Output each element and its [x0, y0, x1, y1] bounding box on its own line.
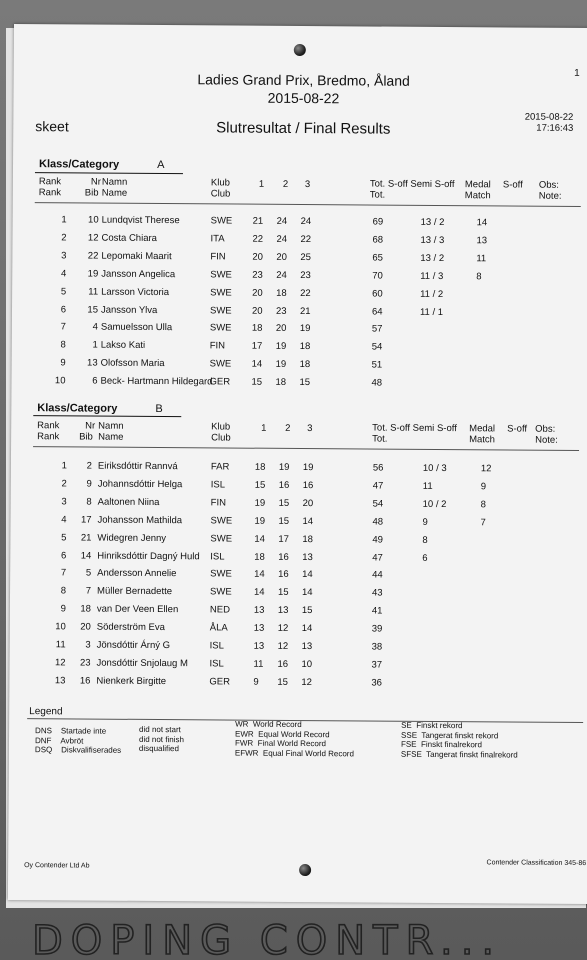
cell-semi: 10 / 3 — [422, 462, 447, 475]
cell-bib: 7 — [85, 585, 92, 597]
cell-tot: 37 — [371, 659, 383, 671]
cell-tot: 57 — [371, 323, 383, 335]
cell-rank: 4 — [61, 514, 67, 526]
cell-medal: 14 — [476, 217, 488, 229]
cell-s2: 19 — [275, 359, 287, 371]
cell-s3: 18 — [302, 533, 314, 545]
cell-s2: 19 — [278, 461, 290, 473]
cell-name: Nienkerk Birgitte — [96, 675, 167, 687]
cell-club: GER — [209, 376, 231, 388]
cell-club: SWE — [209, 304, 232, 317]
category-a-heading — [39, 158, 165, 171]
cell-tot: 48 — [372, 516, 384, 528]
table-row — [10, 532, 587, 550]
cell-medal: 8 — [476, 270, 482, 282]
cell-bib: 8 — [86, 496, 92, 508]
cell-s1: 14 — [254, 533, 266, 545]
cell-rank: 12 — [54, 657, 66, 669]
table-row — [10, 549, 587, 567]
cell-s1: 20 — [251, 305, 263, 317]
cell-s1: 18 — [254, 551, 265, 563]
cell-rank: 11 — [55, 639, 66, 651]
cell-tot: 54 — [372, 498, 384, 510]
cell-medal: 11 — [476, 253, 487, 265]
print-time: 17:16:43 — [536, 122, 574, 134]
table-row — [11, 496, 587, 514]
cell-club: SWE — [210, 286, 232, 299]
cell-s1: 20 — [252, 287, 263, 299]
cell-medal: 7 — [480, 516, 486, 528]
category-a-underline — [35, 172, 183, 174]
cell-name: Johansson Mathilda — [97, 514, 183, 526]
results-sheet — [8, 24, 587, 904]
cell-s1: 18 — [251, 323, 263, 335]
table-row — [9, 657, 587, 675]
cell-name: Beck- Hartmann Hildegard — [100, 375, 213, 388]
cell-name: Widegren Jenny — [97, 532, 167, 544]
table-row — [10, 514, 587, 532]
cell-bib: 3 — [85, 639, 91, 651]
cell-medal: 9 — [480, 481, 487, 493]
col-obs-note: Obs: Note: — [538, 179, 562, 202]
cell-club: ISL — [210, 479, 226, 491]
cell-rank: 6 — [60, 549, 67, 561]
cell-s1: 14 — [254, 569, 265, 581]
table-row — [13, 214, 587, 232]
cell-rank: 9 — [60, 603, 66, 615]
cell-bib: 12 — [87, 232, 99, 244]
event-title: Ladies Grand Prix, Bredmo, Åland — [197, 71, 410, 89]
cell-s2: 13 — [277, 605, 289, 617]
cell-club: FIN — [209, 340, 226, 352]
print-timestamp — [525, 112, 574, 134]
cell-s2: 19 — [275, 341, 287, 353]
cell-s3: 16 — [302, 479, 314, 491]
cell-s1: 13 — [253, 622, 265, 634]
cell-tot: 47 — [372, 480, 384, 492]
category-a-table-rule — [35, 202, 581, 207]
legend-title: Legend — [29, 706, 63, 718]
cell-bib: 19 — [87, 268, 99, 280]
cell-club: SWE — [210, 269, 232, 281]
cell-club: SWE — [209, 586, 232, 598]
cell-s3: 22 — [300, 287, 311, 299]
cell-s1: 22 — [252, 233, 264, 245]
cell-name: Olofsson Maria — [100, 357, 165, 370]
cell-tot: 51 — [371, 359, 383, 371]
col-name: Namn Name — [101, 176, 128, 199]
cell-name: Samuelsson Ulla — [100, 322, 173, 334]
cell-s3: 14 — [301, 623, 313, 635]
col-soff: S-off — [507, 423, 528, 435]
cell-club: FIN — [210, 251, 226, 263]
cell-s2: 16 — [278, 479, 290, 491]
cell-name: Aaltonen Niina — [97, 496, 160, 508]
cell-rank: 8 — [60, 339, 66, 351]
col-soff: S-off — [502, 179, 523, 191]
cell-club: SWE — [210, 215, 233, 227]
cell-s3: 14 — [301, 587, 313, 599]
cell-bib: 9 — [86, 478, 92, 490]
col-total: Tot. S-off Semi S-off Tot. — [372, 422, 457, 445]
col-series-1: 1 — [258, 178, 265, 190]
table-row — [12, 321, 587, 339]
cell-semi: 6 — [422, 552, 428, 564]
cell-rank: 5 — [60, 285, 67, 297]
cell-bib: 21 — [80, 532, 92, 544]
cell-rank: 10 — [55, 621, 66, 633]
cell-bib: 18 — [80, 603, 91, 615]
cell-name: Jonsdóttir Snjolaug M — [96, 657, 188, 670]
col-series-1: 1 — [261, 422, 267, 434]
cell-name: Jansson Angelica — [101, 268, 176, 280]
cell-s2: 24 — [276, 269, 287, 281]
cell-s1: 17 — [251, 340, 263, 353]
table-row — [12, 286, 587, 304]
cell-s1: 23 — [252, 269, 263, 281]
category-b-underline — [33, 415, 181, 417]
cell-tot: 70 — [372, 270, 383, 282]
cell-tot: 38 — [371, 641, 383, 653]
cell-semi: 13 / 2 — [420, 216, 445, 229]
footer-company: Oy Contender Ltd Ab — [24, 862, 90, 870]
legend-world-records: WR World Record EWR Equal World Record FWR Final World Record EFWR Equal Final World Record — [234, 719, 354, 758]
cell-name: Lepomaki Maarit — [101, 250, 172, 262]
cell-s2: 17 — [278, 533, 290, 545]
cell-s1: 19 — [254, 515, 266, 527]
cell-name: Jansson Ylva — [100, 304, 158, 316]
col-bib: Nr Bib — [79, 420, 96, 443]
cell-semi: 8 — [422, 534, 428, 546]
legend-finnish-records: SE Finskt rekord SSE Tangerat finskt rekord FSE Finskt finalrekord SFSE Tangerat finskt finalrekord — [400, 720, 518, 760]
category-letter: B — [155, 402, 163, 416]
cell-tot: 49 — [372, 534, 384, 546]
category-label: Klass/Category — [38, 158, 120, 171]
cell-s3: 18 — [299, 359, 311, 371]
cell-semi: 11 / 1 — [419, 306, 444, 318]
cell-club: ISL — [210, 550, 225, 562]
table-row — [12, 339, 587, 357]
cell-tot: 60 — [372, 288, 383, 300]
discipline: skeet — [35, 118, 69, 135]
cell-semi: 10 / 2 — [422, 498, 447, 510]
col-club: Klub Club — [211, 421, 231, 444]
col-club: Klub Club — [210, 177, 231, 200]
cell-s1: 15 — [254, 479, 266, 491]
legend-codes: DNS Startade inte DNF Avbröt DSQ Diskvalifiserades — [34, 726, 122, 755]
cell-s1: 14 — [251, 358, 263, 370]
legend-codes-english: did not start did not finish disqualified — [138, 724, 184, 754]
cell-club: FAR — [210, 461, 230, 473]
cell-tot: 65 — [372, 252, 383, 264]
cell-s2: 18 — [275, 376, 287, 389]
pushpin-icon — [299, 864, 311, 876]
cell-s2: 15 — [278, 497, 290, 509]
cell-semi: 11 — [422, 480, 433, 492]
cell-s2: 20 — [275, 323, 287, 335]
cell-s3: 14 — [302, 515, 314, 527]
handwritten-note — [28, 900, 587, 960]
cell-bib: 2 — [86, 460, 92, 472]
cell-rank: 4 — [60, 268, 67, 280]
cell-bib: 4 — [92, 321, 98, 333]
cell-tot: 36 — [371, 677, 383, 689]
cell-semi: 13 / 2 — [420, 252, 445, 264]
cell-club: ISL — [209, 640, 224, 652]
cell-s3: 12 — [301, 676, 313, 688]
cell-name: Costa Chiara — [101, 232, 157, 244]
cell-bib: 11 — [88, 286, 99, 298]
cell-medal: 8 — [480, 499, 486, 511]
cell-bib: 13 — [87, 357, 98, 369]
cell-bib: 5 — [85, 567, 92, 579]
cell-medal: 13 — [476, 235, 488, 247]
table-row — [10, 585, 587, 603]
cell-tot: 56 — [372, 462, 384, 474]
cell-s3: 15 — [301, 605, 313, 617]
cell-s3: 10 — [301, 658, 313, 670]
cell-s1: 13 — [253, 604, 265, 616]
table-row — [10, 603, 587, 621]
cell-s3: 19 — [299, 323, 311, 335]
cell-rank: 3 — [61, 250, 67, 262]
cell-tot: 54 — [371, 341, 383, 353]
col-bib: Nr Bib — [84, 176, 101, 199]
cell-s2: 20 — [276, 251, 287, 263]
cell-name: Lundqvist Therese — [101, 214, 180, 227]
cell-rank: 3 — [61, 496, 67, 508]
cell-tot: 41 — [371, 605, 383, 617]
cell-club: NED — [209, 604, 231, 616]
cell-bib: 1 — [92, 339, 98, 351]
cell-s3: 22 — [300, 233, 312, 245]
cell-club: ISL — [209, 658, 224, 670]
cell-s3: 25 — [300, 251, 311, 263]
cell-bib: 14 — [80, 549, 92, 562]
cell-bib: 23 — [79, 657, 91, 669]
table-row — [10, 621, 587, 639]
cell-name: Jönsdóttir Árný G — [96, 639, 171, 652]
cell-rank: 5 — [61, 531, 67, 543]
cell-tot: 39 — [371, 623, 383, 635]
cell-s1: 18 — [254, 461, 266, 473]
cell-name: Müller Bernadette — [97, 585, 173, 598]
cell-s3: 13 — [301, 641, 313, 653]
cell-s3: 24 — [300, 216, 312, 228]
cell-club: SWE — [210, 532, 233, 545]
category-b-table-rule — [33, 446, 579, 451]
col-medal-match: Medal Match — [469, 423, 496, 446]
cell-s2: 18 — [276, 287, 287, 299]
pushpin-icon — [294, 44, 306, 56]
cell-s1: 21 — [252, 215, 264, 227]
col-series-2: 2 — [282, 178, 289, 190]
cell-club: SWE — [210, 515, 233, 527]
table-row — [12, 250, 587, 268]
cell-semi: 13 / 3 — [420, 234, 445, 246]
cell-s3: 19 — [302, 462, 314, 474]
cell-rank: 1 — [61, 460, 67, 472]
cell-name: Andersson Annelie — [97, 567, 177, 580]
results-title: Slutresultat / Final Results — [216, 119, 391, 138]
page-number: 1 — [574, 67, 580, 79]
table-row — [11, 460, 587, 478]
cell-tot: 69 — [372, 216, 384, 228]
category-b-heading — [37, 402, 163, 415]
handwritten-text: DOPING CONTR... — [32, 918, 503, 960]
cell-s3: 23 — [300, 269, 311, 281]
cell-semi: 11 / 3 — [420, 270, 444, 282]
cell-rank: 7 — [60, 567, 67, 579]
table-row — [11, 375, 587, 393]
cell-name: Larsson Victoria — [101, 286, 170, 298]
cell-s1: 15 — [251, 376, 263, 388]
cell-rank: 13 — [54, 675, 66, 687]
cell-s3: 20 — [302, 497, 314, 509]
cell-tot: 68 — [372, 234, 384, 246]
cell-rank: 1 — [61, 214, 67, 226]
cell-club: SWE — [210, 568, 232, 580]
col-total: Tot. S-off Semi S-off Tot. — [369, 178, 455, 201]
table-row — [12, 357, 587, 375]
cell-s3: 21 — [299, 305, 311, 317]
footer-software: Contender Classification 345-86 — [486, 859, 587, 868]
cell-semi: 11 / 2 — [420, 288, 444, 300]
cell-bib: 17 — [80, 514, 92, 526]
cell-s1: 9 — [253, 676, 259, 688]
cell-club: ÅLA — [209, 622, 228, 634]
col-medal-match: Medal Match — [464, 179, 491, 202]
cell-tot: 64 — [371, 306, 383, 318]
cell-name: van Der Veen Ellen — [96, 603, 179, 616]
cell-s2: 15 — [277, 587, 289, 599]
col-rank: Rank Rank — [37, 420, 60, 443]
cell-rank: 7 — [60, 321, 66, 333]
cell-tot: 48 — [371, 377, 383, 389]
cell-tot: 44 — [372, 569, 383, 581]
cell-s2: 15 — [277, 676, 289, 688]
cell-rank: 9 — [60, 357, 66, 369]
cell-name: Eiriksdóttir Rannvá — [97, 460, 178, 473]
cell-s3: 14 — [302, 569, 313, 581]
cell-rank: 6 — [60, 303, 67, 315]
cell-s2: 23 — [275, 305, 287, 317]
col-rank: Rank Rank — [38, 176, 62, 199]
col-name: Namn Name — [98, 420, 124, 443]
cell-s2: 15 — [278, 515, 290, 527]
col-obs-note: Obs: Note: — [535, 423, 558, 446]
cell-club: FIN — [210, 497, 227, 509]
cell-s2: 12 — [277, 640, 289, 652]
col-series-3: 3 — [304, 179, 311, 191]
cell-name: Johannsdóttir Helga — [97, 478, 183, 491]
cell-name: Hinriksdóttir Dagný Huld — [97, 550, 200, 562]
cell-tot: 43 — [371, 587, 383, 599]
cell-club: SWE — [209, 358, 232, 370]
cell-s1: 11 — [253, 658, 264, 670]
cell-semi: 9 — [422, 516, 428, 528]
cell-s1: 20 — [252, 251, 263, 263]
print-date: 2015-08-22 — [524, 111, 574, 123]
cell-s2: 24 — [276, 215, 288, 227]
col-series-3: 3 — [307, 423, 313, 435]
cell-club: GER — [209, 676, 231, 688]
cell-s2: 16 — [278, 569, 289, 581]
cell-medal: 12 — [480, 463, 492, 475]
table-row — [11, 478, 587, 496]
cell-name: Söderström Eva — [96, 621, 165, 634]
table-row — [12, 232, 587, 250]
cell-s3: 13 — [302, 551, 313, 563]
cell-s2: 24 — [276, 233, 288, 245]
table-row — [9, 675, 587, 693]
cell-bib: 16 — [79, 675, 91, 687]
cell-tot: 47 — [372, 552, 383, 564]
cell-bib: 6 — [92, 375, 98, 387]
table-row — [12, 268, 587, 286]
cell-rank: 2 — [61, 478, 67, 490]
cell-rank: 8 — [60, 585, 67, 597]
cell-bib: 10 — [88, 214, 99, 226]
cell-s2: 16 — [277, 658, 289, 670]
cell-s2: 12 — [277, 622, 289, 635]
cell-s3: 15 — [299, 377, 311, 389]
category-label: Klass/Category — [37, 402, 118, 415]
cell-club: SWE — [209, 322, 232, 334]
cell-name: Lakso Kati — [100, 339, 146, 352]
cell-s1: 14 — [253, 586, 265, 599]
table-row — [12, 303, 587, 321]
cell-bib: 20 — [80, 621, 91, 633]
cell-bib: 15 — [87, 304, 99, 316]
cell-rank: 10 — [54, 375, 66, 387]
cell-s3: 18 — [299, 341, 311, 353]
table-row — [10, 639, 587, 657]
cell-s1: 19 — [254, 497, 266, 509]
event-date: 2015-08-22 — [267, 89, 340, 107]
table-row — [10, 567, 587, 585]
cell-s2: 16 — [278, 551, 289, 563]
cell-s1: 13 — [253, 640, 265, 652]
cell-club: ITA — [210, 233, 225, 245]
col-series-2: 2 — [285, 422, 291, 434]
category-letter: A — [157, 159, 165, 172]
cell-rank: 2 — [61, 232, 67, 244]
cell-bib: 22 — [87, 250, 99, 262]
